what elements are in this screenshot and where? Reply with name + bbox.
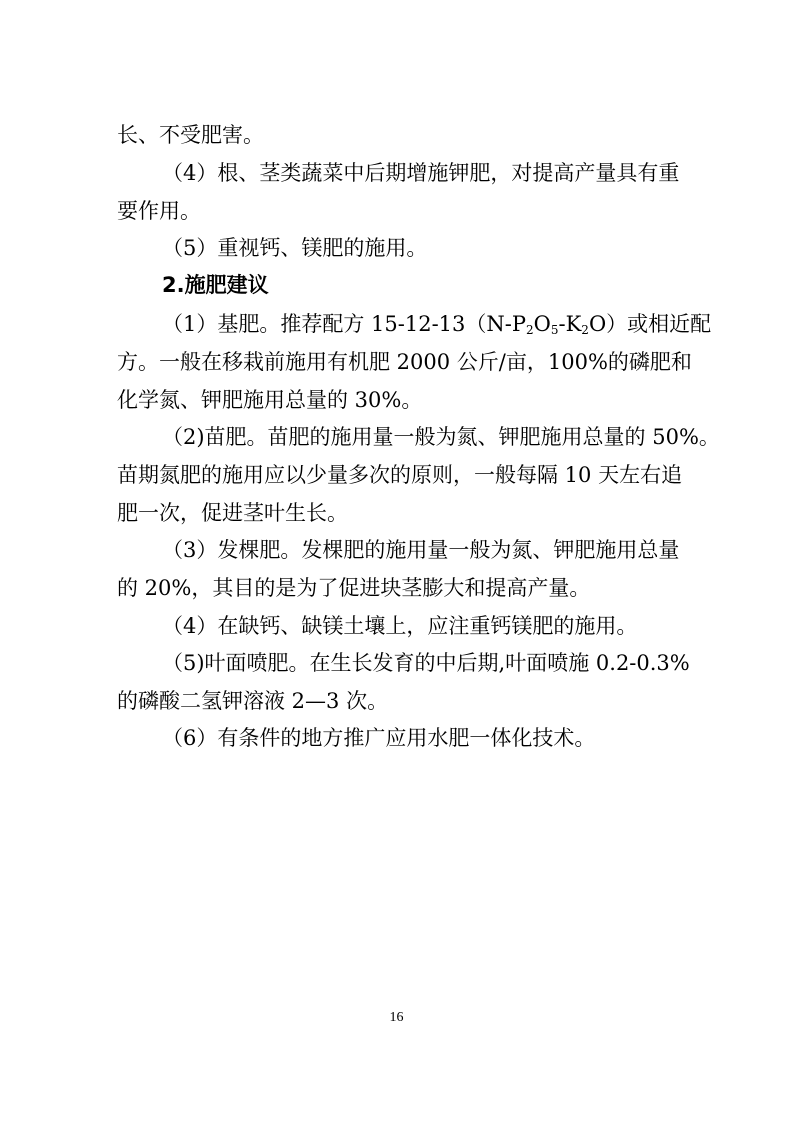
text-line: 肥一次，促进茎叶生长。 <box>117 501 348 525</box>
text-line-formula <box>162 309 711 339</box>
text-line: （3）发棵肥。发棵肥的施用量一般为氮、钾肥施用总量 <box>162 538 680 562</box>
section-heading: 2.施肥建议 <box>162 273 269 297</box>
text-line: （2)苗肥。苗肥的施用量一般为氮、钾肥施用总量的 50%。 <box>162 425 720 449</box>
text-fragment: O）或相近配 <box>588 312 712 336</box>
text-line: （4）在缺钙、缺镁土壤上，应注重钙镁肥的施用。 <box>162 614 638 638</box>
text-line: （5)叶面喷肥。在生长发育的中后期,叶面喷施 0.2-0.3% <box>162 651 690 675</box>
text-line: 化学氮、钾肥施用总量的 30%。 <box>117 388 423 412</box>
subscript: 5 <box>550 323 559 337</box>
text-line: 方。一般在移栽前施用有机肥 2000 公斤/亩，100%的磷肥和 <box>117 350 692 374</box>
text-line: 的 20%，其目的是为了促进块茎膨大和提高产量。 <box>117 576 591 600</box>
text-fragment: -K <box>558 312 582 336</box>
subscript: 2 <box>526 323 534 337</box>
text-line: 长、不受肥害。 <box>117 123 264 147</box>
text-line: （5）重视钙、镁肥的施用。 <box>162 236 428 260</box>
page-number: 16 <box>389 1010 404 1025</box>
text-line: 要作用。 <box>117 199 201 223</box>
text-line: （4）根、茎类蔬菜中后期增施钾肥，对提高产量具有重 <box>162 161 680 185</box>
text-fragment: （1）基肥。推荐配方 15-12-13（N-P <box>162 312 526 336</box>
text-line: 苗期氮肥的施用应以少量多次的原则，一般每隔 10 天左右追 <box>117 463 683 487</box>
text-fragment: O <box>533 312 551 336</box>
text-line: 的磷酸二氢钾溶液 2—3 次。 <box>117 689 389 713</box>
subscript: 2 <box>581 323 589 337</box>
text-line: （6）有条件的地方推广应用水肥一体化技术。 <box>162 726 596 750</box>
